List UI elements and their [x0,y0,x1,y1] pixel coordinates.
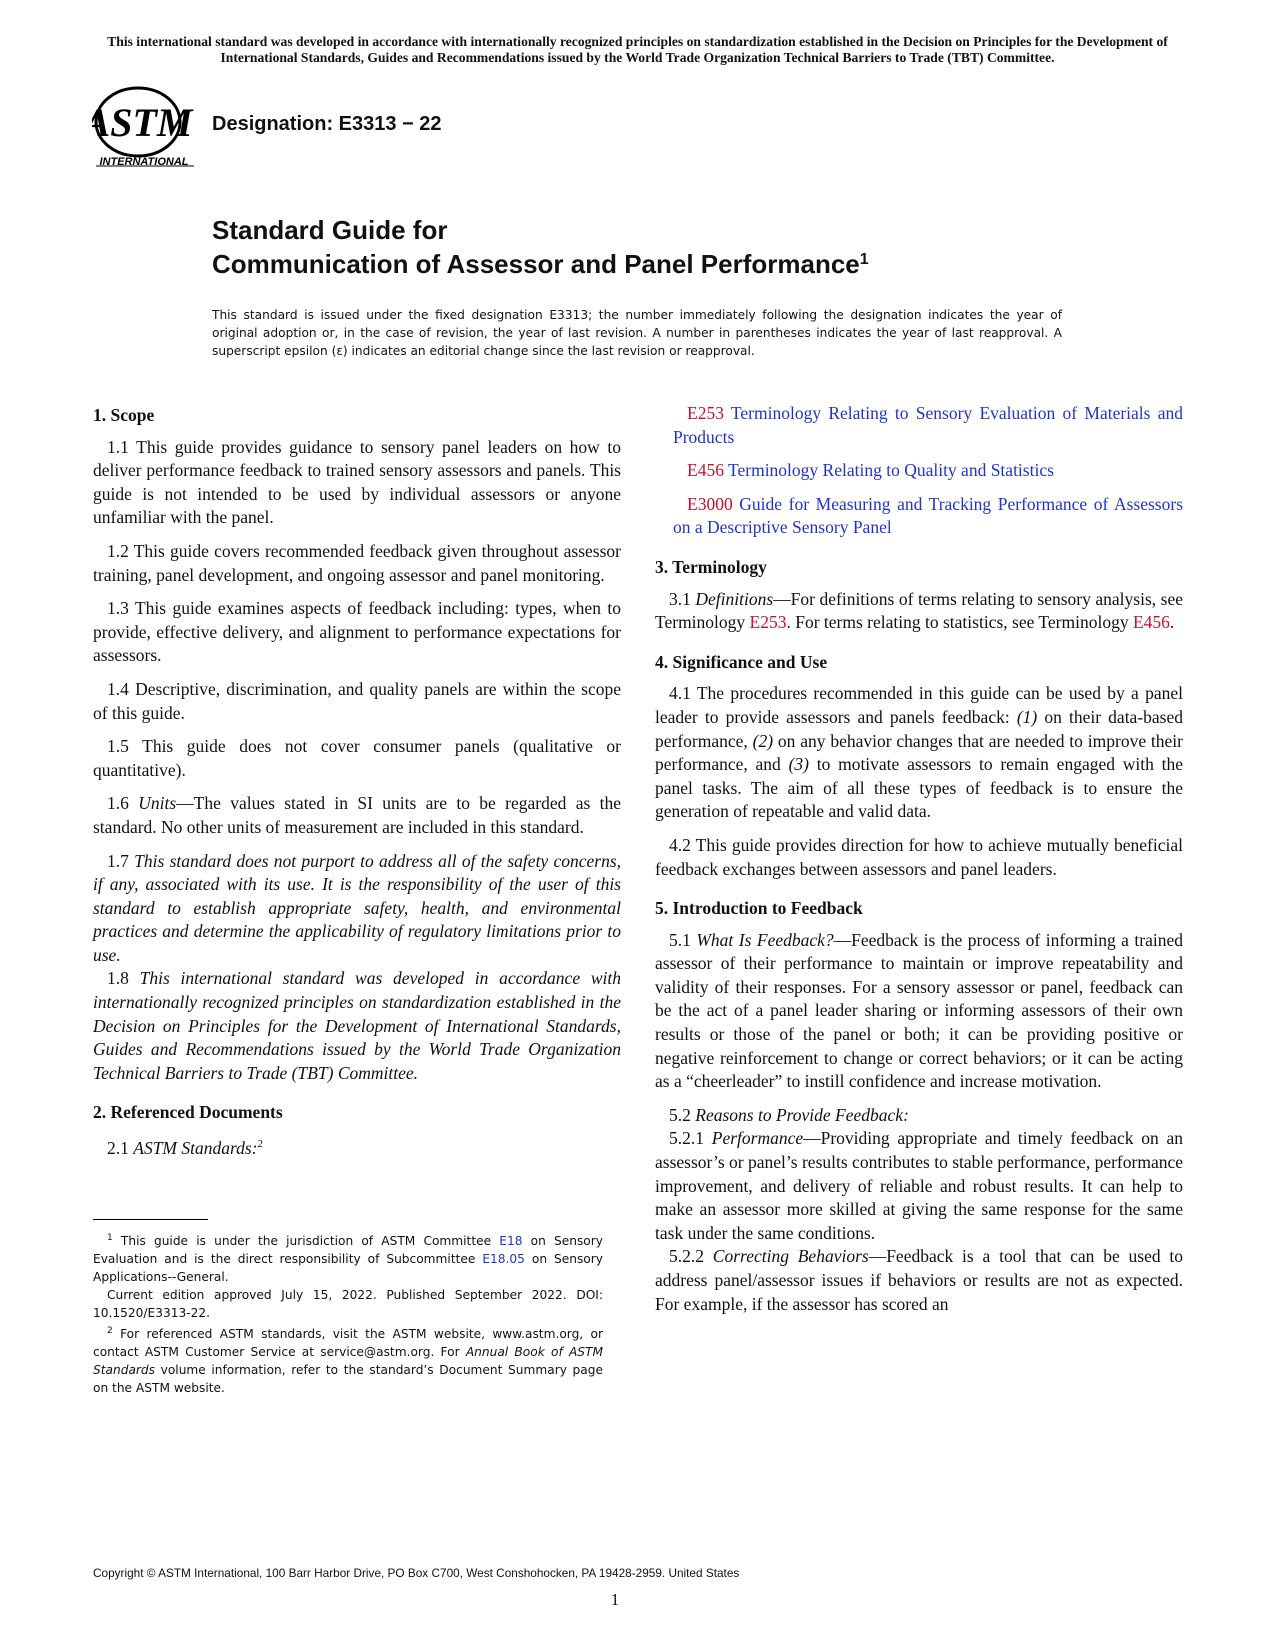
section-heading-significance: 4. Significance and Use [655,651,828,672]
paragraph-1-5: 1.5 This guide does not cover consumer panels (qualitative or quantitative). [93,736,621,780]
paragraph-3-1: 3.1 Definitions—For definitions of terms relating to sensory analysis, see Terminology E253. For terms relating to statistics, see Terminology E456. [655,588,1184,633]
paragraph-2-1: 2.1 ASTM Standards:$^2$ [107,1137,264,1158]
reference-list [655,402,1183,540]
link-e456[interactable]: E456 [1132,612,1170,633]
designation: Designation: E3313 − 22 [212,113,442,135]
section-heading-scope: 1. Scope [93,405,155,425]
link-e253[interactable]: E253 [749,612,787,633]
section-heading-terminology: 3. Terminology [655,556,767,577]
paragraph-1-6: 1.6 Units—The values stated in SI units are to be regarded as the standard. No other units of measurement are included in this standard. [93,793,621,837]
paragraph-1-1: 1.1 This guide provides guidance to sensory panel leaders on how to deliver performance feedback to trained sensory assessors and panels. This guide is not intended to be used by individual assessors or anyone unfamiliar with the panel. [93,436,621,528]
left-column [93,404,621,1170]
reference-e456[interactable]: E456 Terminology Relating to Quality and Statistics [687,460,1054,481]
svg-text:ASTM: ASTM [92,100,193,145]
paragraph-4-2: 4.2 This guide provides direction for how to achieve mutually beneficial feedback exchanges between assessors and panel leaders. [655,834,1183,879]
copyright: Copyright © ASTM International, 100 Barr Harbor Drive, PO Box C700, West Conshohocken, PA 19428-2959. United States [93,1566,740,1580]
paragraph-1-3: 1.3 This guide examines aspects of feedback including: types, when to provide, effective delivery, and alignment to performance expectations for assessors. [93,598,621,666]
paragraph-5-2-1: 5.2.1 Performance—Providing appropriate and timely feedback on an assessor’s or panel’s results contributes to stable performance, performance improvement, and delivery of reliable and robust results. It can help to make an assessor more skilled at giving the same response for the same task under the same conditions. [655,1128,1183,1243]
paragraph-5-2-2: 5.2.2 Correcting Behaviors—Feedback is a tool that can be used to address panel/assessor issues if behaviors or results are not as expected. For example, if the assessor has scored an [655,1246,1184,1314]
paragraph-1-2: 1.2 This guide covers recommended feedback given throughout assessor training, panel development, and ongoing assessor and panel monitoring. [93,540,621,585]
paragraph-1-7: 1.7 This standard does not purport to address all of the safety concerns, if any, associated with its use. It is the responsibility of the user of this standard to establish appropriate safety, health, and environmental practices and determine the applicability of regulatory limitations prior to use. [93,850,622,965]
page-title [212,213,869,281]
paragraph-1-8: 1.8 This international standard was developed in accordance with internationally recognized principles on standardization established in the Decision on Principles for the Development of International Standards, Guides and Recommendations issued by the World Trade Organization Technical Barriers to Trade (TBT) Committee. [93,968,622,1083]
footnote-edition: Current edition approved July 15, 2022. Published September 2022. DOI: 10.1520/E3313-22. [93,1288,603,1321]
link-e18[interactable]: E18 [499,1234,523,1249]
footnotes [93,1229,603,1397]
astm-logo-icon [92,84,200,176]
reference-e253[interactable]: E253 Terminology Relating to Sensory Evaluation of Materials and Products [673,403,1184,447]
right-column [655,402,1183,1326]
top-notice: This international standard was developed in accordance with internationally recognized principles on standardization established in the Decision on Principles for the Development of International Standards, Guides and Recommendations issued by the World Trade Organization Technical Barriers to Trade (TBT) Committee. [107,34,1168,65]
footnote-divider [93,1219,208,1220]
section-heading-introduction: 5. Introduction to Feedback [655,898,863,919]
footnote-1: $^1$ This guide is under the jurisdiction of ASTM Committee E18 on Sensory Evaluation and is the direct responsibility of Subcommittee E18.05 on Sensory Applications--General. [93,1233,603,1285]
footnote-2: $^2$ For referenced ASTM standards, visit the ASTM website, www.astm.org, or contact ASTM Customer Service at service@astm.org. For Annual Book of ASTM Standards volume information, refer to the standard’s Document Summary page on the ASTM website. [93,1326,603,1396]
issue-note: This standard is issued under the fixed designation E3313; the number immediately following the designation indicates the year of original adoption or, in the case of revision, the year of last revision. A number in parentheses indicates the year of last reapproval. A superscript epsilon (ε) indicates an editorial change since the last revision or reapproval. [212,308,1062,358]
reference-e3000[interactable]: E3000 Guide for Measuring and Tracking Performance of Assessors on a Descriptive Sensory Panel [673,493,1184,538]
paragraph-5-1: 5.1 What Is Feedback?—Feedback is the process of informing a trained assessor of their performance to maintain or improve repeatability and validity of their responses. For a sensory assessor or panel, feedback can be the act of a panel leader sharing or informing assessors of their own results or those of the panel or both; it can be providing positive or negative reinforcement to change or correct behaviors; or it can be acting as a “cheerleader” to instill confidence and increase motivation. [655,929,1184,1092]
title-line-1: Standard Guide for [212,215,448,245]
paragraph-5-2: 5.2 Reasons to Provide Feedback: [669,1104,909,1125]
page-number: 1 [610,1590,620,1609]
link-e18-05[interactable]: E18.05 [482,1252,525,1267]
paragraph-4-1: 4.1 The procedures recommended in this guide can be used by a panel leader to provide assessors and panels feedback: (1) on their data-based performance, (2) on any behavior changes that are needed to improve their performance, and (3) to motivate assessors to remain engaged with the panel tasks. The aim of all these types of feedback is to ensure the generation of repeatable and valid data. [655,683,1183,822]
title-line-2: Communication of Assessor and Panel Performance [212,249,860,279]
title-footnote-ref[interactable]: 1 [859,251,869,268]
paragraph-1-4: 1.4 Descriptive, discrimination, and quality panels are within the scope of this guide. [93,678,621,723]
section-heading-referenced-documents: 2. Referenced Documents [93,1102,283,1123]
logo-text: INTERNATIONAL [99,156,189,168]
